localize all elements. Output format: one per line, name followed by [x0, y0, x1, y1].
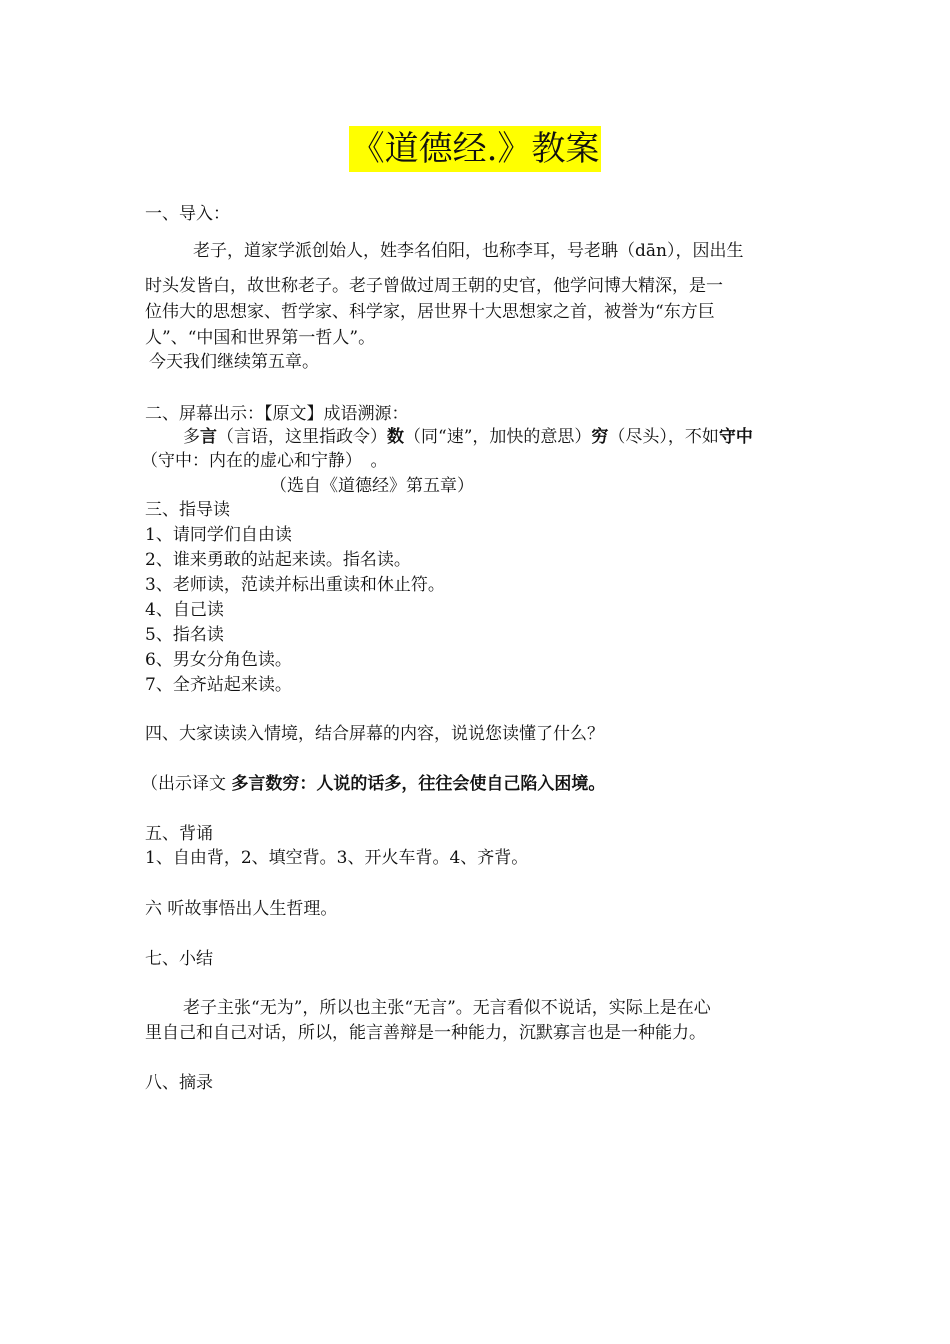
quote-line-2: （守中：内在的虚心和宁静） 。 — [141, 451, 388, 471]
title-wrapper — [0, 126, 950, 172]
intro-continue-line: 今天我们继续第五章。 — [149, 352, 319, 372]
section-3-heading: 三、指导读 — [145, 500, 230, 520]
translation-text: 多言数穷：人说的话多，往往会使自己陷入困境。 — [231, 774, 606, 794]
intro-line-4: 人”、“中国和世界第一哲人”。 — [145, 328, 376, 348]
quote-char-shouzhong: 守中 — [718, 427, 753, 447]
translation-line — [141, 772, 605, 796]
quote-note-qiong: （尽头），不如 — [608, 427, 719, 447]
list-item: 6、男女分角色读。 — [145, 650, 292, 670]
intro-line-2: 时头发皆白，故世称老子。老子曾做过周王朝的史官，他学问博大精深，是一 — [145, 276, 723, 296]
intro-line-3: 位伟大的思想家、哲学家、科学家，居世界十大思想家之首，被誉为“东方巨 — [145, 302, 715, 322]
quote-char-duo: 多 — [183, 427, 200, 447]
quote-line-1 — [183, 425, 753, 449]
quote-source: （选自《道德经》第五章） — [270, 476, 474, 496]
recite-methods-line: 1、自由背，2、填空背。3、开火车背。4、齐背。 — [145, 848, 529, 868]
section-1-heading: 一、导入： — [145, 204, 230, 224]
section-7-heading: 七、小结 — [145, 949, 213, 969]
quote-char-qiong: 穷 — [591, 427, 609, 447]
list-item: 3、老师读，范读并标出重读和休止符。 — [145, 575, 445, 595]
section-4-heading: 四、大家读读入情境，结合屏幕的内容，说说您读懂了什么？ — [145, 724, 604, 744]
summary-line-1: 老子主张“无为”，所以也主张“无言”。无言看似不说话，实际上是在心 — [183, 998, 711, 1018]
translation-prefix: （出示译文 — [141, 774, 232, 794]
quote-char-yan: 言 — [200, 427, 217, 447]
summary-line-2: 里自己和自己对话，所以，能言善辩是一种能力，沉默寡言也是一种能力。 — [145, 1023, 706, 1043]
quote-note-yan: （言语，这里指政令） — [217, 427, 387, 447]
section-6-heading: 六 听故事悟出人生哲理。 — [145, 899, 338, 919]
list-item: 1、请同学们自由读 — [145, 525, 292, 545]
list-item: 4、自己读 — [145, 600, 224, 620]
section-8-heading: 八、摘录 — [145, 1073, 213, 1093]
list-item: 2、谁来勇敢的站起来读。指名读。 — [145, 550, 411, 570]
list-item: 7、全齐站起来读。 — [145, 675, 292, 695]
document-title: 《道德经.》教案 — [349, 126, 602, 172]
section-2-heading: 二、屏幕出示：【原文】成语溯源： — [145, 404, 409, 424]
quote-note-shu: （同“速”，加快的意思） — [404, 427, 592, 447]
quote-char-shu: 数 — [387, 427, 404, 447]
intro-line-1: 老子，道家学派创始人，姓李名伯阳，也称李耳，号老聃（dān），因出生 — [193, 241, 744, 261]
section-5-heading: 五、背诵 — [145, 824, 213, 844]
list-item: 5、指名读 — [145, 625, 224, 645]
